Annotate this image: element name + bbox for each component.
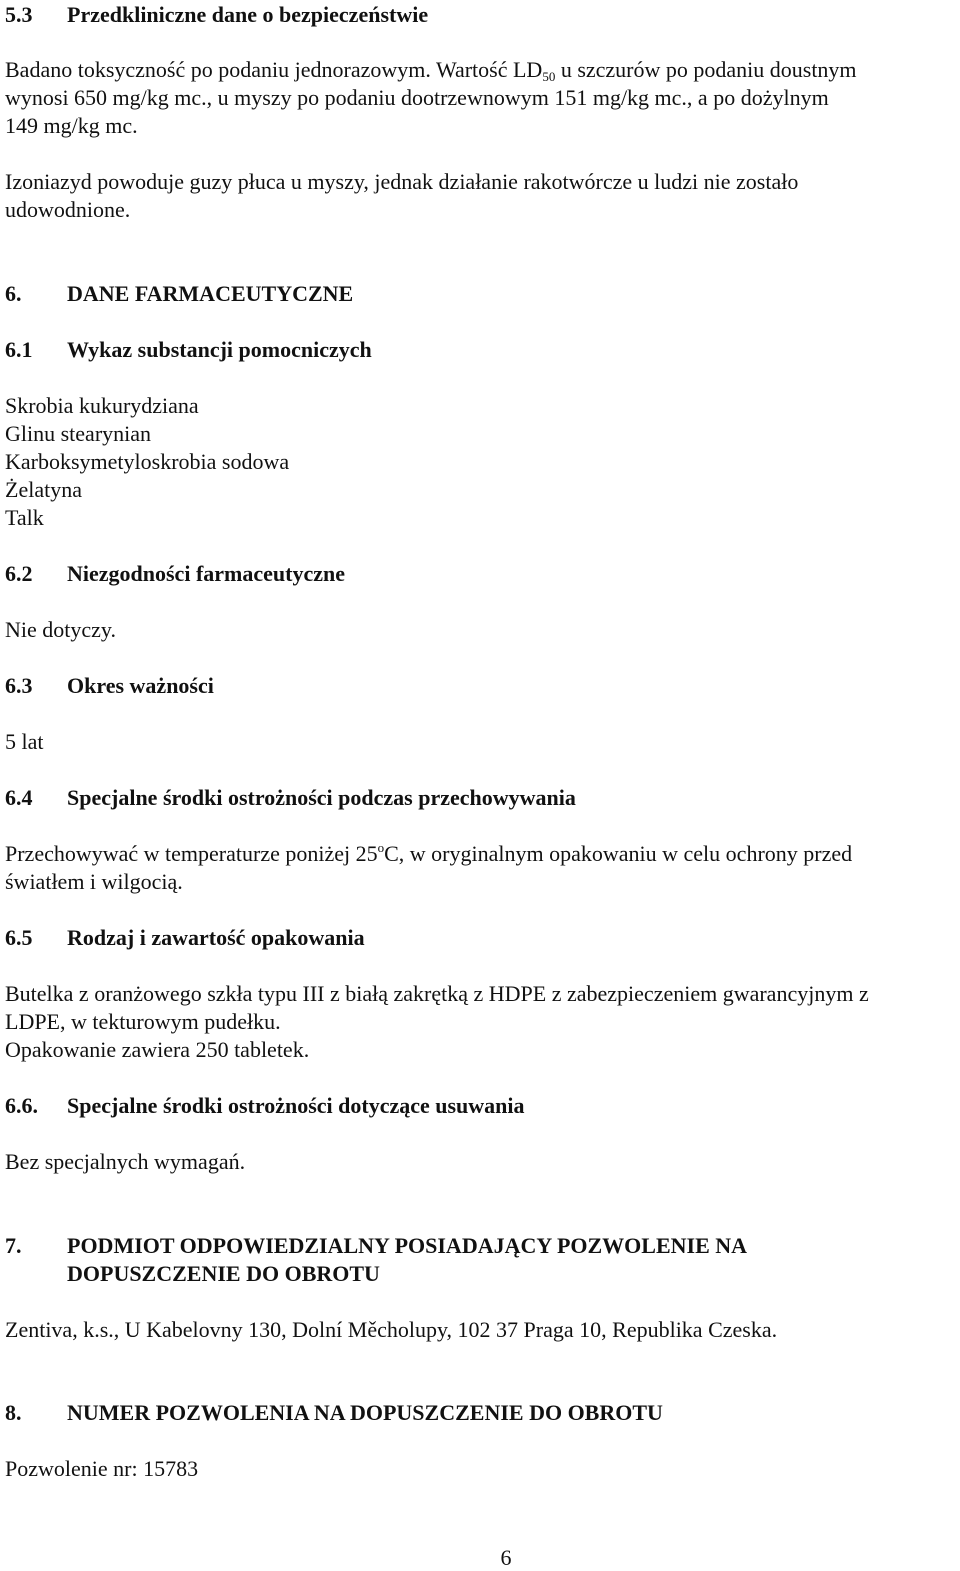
section-6-1-title: Wykaz substancji pomocniczych (67, 337, 372, 362)
packaging-text-line-2: LDPE, w tekturowym pudełku. (5, 1009, 281, 1034)
section-6-2-title: Niezgodności farmaceutyczne (67, 561, 345, 586)
excipient-item: Talk (5, 505, 44, 530)
section-6-6-title: Specjalne środki ostrożności dotyczące usuwania (67, 1093, 525, 1118)
storage-text-line-1: Przechowywać w temperaturze poniżej 25$^o$C, w oryginalnym opakowaniu w celu ochrony przed (5, 840, 853, 866)
section-6-4-number: 6.4 (5, 785, 33, 810)
section-6-3-title: Okres ważności (67, 673, 214, 698)
section-6-3-number: 6.3 (5, 673, 33, 698)
section-6-1-number: 6.1 (5, 337, 33, 362)
section-6-2-number: 6.2 (5, 561, 33, 586)
packaging-text-line-1: Butelka z oranżowego szkła typu III z białą zakrętką z HDPE z zabezpieczeniem gwarancyjnym z (5, 981, 869, 1006)
paragraph-toxicity-line-3: 149 mg/kg mc. (5, 113, 138, 138)
excipient-item: Żelatyna (5, 477, 82, 502)
section-6-title: DANE FARMACEUTYCZNE (67, 281, 354, 306)
section-5-3-number: 5.3 (5, 2, 33, 27)
marketing-authorisation-holder: Zentiva, k.s., U Kabelovny 130, Dolní Měcholupy, 102 37 Praga 10, Republika Czeska. (5, 1317, 778, 1342)
page-number: 6 (500, 1545, 512, 1570)
section-8-number: 8. (5, 1400, 22, 1425)
excipient-item: Skrobia kukurydziana (5, 393, 199, 418)
paragraph-carcinogenicity-line-2: udowodnione. (5, 197, 131, 222)
section-6-6-text: Bez specjalnych wymagań. (5, 1149, 246, 1174)
paragraph-toxicity-line-2: wynosi 650 mg/kg mc., u myszy po podaniu dootrzewnowym 151 mg/kg mc., a po dożylnym (5, 85, 829, 110)
section-7-title-line-1: PODMIOT ODPOWIEDZIALNY POSIADAJĄCY POZWOLENIE NA (67, 1233, 748, 1258)
section-8-title: NUMER POZWOLENIA NA DOPUSZCZENIE DO OBROTU (67, 1400, 663, 1425)
section-7-title-line-2: DOPUSZCZENIE DO OBROTU (67, 1261, 380, 1286)
section-6-4-title: Specjalne środki ostrożności podczas przechowywania (67, 785, 576, 810)
paragraph-carcinogenicity-line-1: Izoniazyd powoduje guzy płuca u myszy, jednak działanie rakotwórcze u ludzi nie zostało (5, 169, 799, 194)
section-7-number: 7. (5, 1233, 22, 1258)
section-6-6-number: 6.6. (5, 1093, 38, 1118)
section-6-2-text: Nie dotyczy. (5, 617, 116, 642)
section-6-5-title: Rodzaj i zawartość opakowania (67, 925, 365, 950)
section-6-5-number: 6.5 (5, 925, 33, 950)
excipient-item: Glinu stearynian (5, 421, 152, 446)
section-6-3-text: 5 lat (5, 729, 44, 754)
authorisation-number: Pozwolenie nr: 15783 (5, 1456, 199, 1481)
storage-text-line-2: światłem i wilgocią. (5, 869, 183, 894)
paragraph-toxicity-line-1: Badano toksyczność po podaniu jednorazowym. Wartość $LD_{50}$ u szczurów po podaniu doustnym (5, 57, 857, 84)
section-6-number: 6. (5, 281, 22, 306)
packaging-text-line-3: Opakowanie zawiera 250 tabletek. (5, 1037, 310, 1062)
excipient-item: Karboksymetyloskrobia sodowa (5, 449, 290, 474)
section-5-3-title: Przedkliniczne dane o bezpieczeństwie (67, 2, 429, 27)
